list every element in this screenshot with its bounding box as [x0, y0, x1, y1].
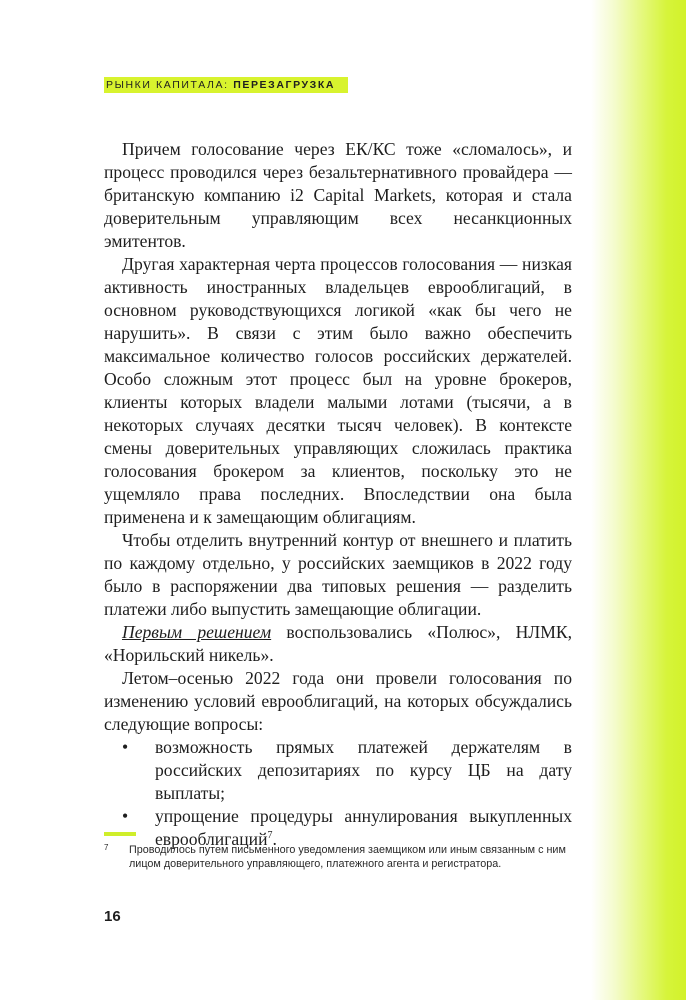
list-item-text: упрощение процедуры аннулирования выкупленных еврооблигаций: [155, 806, 572, 849]
bullet-list: [104, 736, 572, 851]
footnote-reference[interactable]: 7: [267, 830, 273, 842]
footnote-text: Проводилось путем письменного уведомления заемщиком или иным связанным с ним лицом доверительного управляющего, платежного агента и регистратора.: [129, 844, 566, 870]
emphasis-first-solution: Первым решением: [122, 622, 272, 642]
footnote-number: 7: [104, 843, 109, 852]
list-item-text: возможность прямых платежей держателям в российских депозитариях по курсу ЦБ на дату выплаты;: [155, 737, 572, 803]
running-head: [104, 77, 348, 93]
list-item-end: .: [272, 829, 277, 849]
footnote-divider: [104, 832, 136, 836]
paragraph: Другая характерная черта процессов голосования — низкая активность иностранных владельцев еврооблигаций, в основном руководствующихся логикой «как бы чего не нарушить». В связи с этим было важно обеспечить максимальное количество голосов российских держателей. Особо сложным этот процесс был на уровне брокеров, клиенты которых владели малыми лотами (тысячи, а в некоторых случаях десятки тысяч человек). В контексте смены доверительных управляющих сложилась практика голосования брокером за клиентов, поскольку это не ущемляло права последних. Впоследствии она была применена и к замещающим облигациям.: [104, 254, 572, 527]
paragraph: [104, 621, 572, 667]
bullet-icon: •: [122, 806, 129, 826]
book-title: РЫНКИ КАПИТАЛА:: [106, 79, 229, 91]
paragraph-text: воспользовались «Полюс», НЛМК, «Норильский никель».: [104, 622, 572, 665]
list-item: [104, 736, 572, 805]
page-number: 16: [104, 908, 121, 925]
main-text: [104, 138, 572, 851]
lime-edge-band: [591, 0, 686, 1000]
paragraph: Чтобы отделить внутренний контур от внешнего и платить по каждому отдельно, у российских заемщиков в 2022 году было в распоряжении два типовых решения — разделить платежи либо выпустить замещающие облигации.: [104, 530, 572, 619]
bullet-icon: •: [122, 737, 129, 757]
paragraph: Причем голосование через ЕК/КС тоже «сломалось», и процесс проводился через безальтернативного провайдера — британскую компанию i2 Capital Markets, которая и стала доверительным управляющим всех несанкционных эмитентов.: [104, 139, 572, 251]
paragraph: Летом–осенью 2022 года они провели голосования по изменению условий еврооблигаций, на которых обсуждались следующие вопросы:: [104, 668, 572, 734]
footnote: [104, 843, 570, 871]
book-subtitle: ПЕРЕЗАГРУЗКА: [233, 79, 336, 91]
